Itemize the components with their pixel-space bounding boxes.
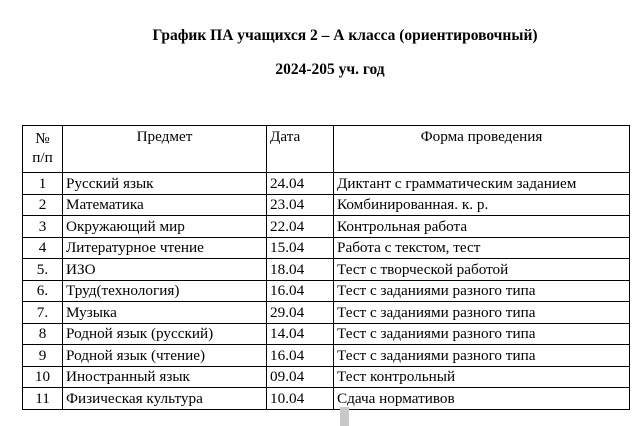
row-date: 15.04 [267, 237, 334, 259]
row-date: 16.04 [267, 280, 334, 302]
schedule-table [22, 125, 630, 410]
row-form: Тест с творческой работой [334, 259, 630, 281]
row-subject: Труд(технология) [63, 280, 267, 302]
row-form: Тест с заданиями разного типа [334, 302, 630, 324]
table-row [23, 280, 630, 302]
row-subject: Окружающий мир [63, 216, 267, 238]
row-form: Комбинированная. к. р. [334, 194, 630, 216]
row-subject: Математика [63, 194, 267, 216]
table-row [23, 259, 630, 281]
row-subject: Физическая культура [63, 388, 267, 410]
row-form: Сдача нормативов [334, 388, 630, 410]
row-subject: Литературное чтение [63, 237, 267, 259]
table-row [23, 323, 630, 345]
header-date: Дата [267, 126, 334, 173]
row-date: 14.04 [267, 323, 334, 345]
table-row [23, 237, 630, 259]
row-number: 9 [23, 345, 63, 367]
row-date: 22.04 [267, 216, 334, 238]
table-row [23, 388, 630, 410]
row-number: 1 [23, 173, 63, 195]
row-form: Работа с текстом, тест [334, 237, 630, 259]
row-subject: Родной язык (чтение) [63, 345, 267, 367]
row-number: 5. [23, 259, 63, 281]
row-number: 11 [23, 388, 63, 410]
header-number [23, 126, 63, 173]
row-date: 10.04 [267, 388, 334, 410]
row-number: 4 [23, 237, 63, 259]
row-number: 3 [23, 216, 63, 238]
header-subject: Предмет [63, 126, 267, 173]
row-form: Тест с заданиями разного типа [334, 345, 630, 367]
scrollbar-thumb[interactable] [340, 407, 349, 426]
row-subject: Иностранный язык [63, 366, 267, 388]
table-row [23, 345, 630, 367]
table-row [23, 366, 630, 388]
table-header-row [23, 126, 630, 173]
row-subject: Родной язык (русский) [63, 323, 267, 345]
row-date: 23.04 [267, 194, 334, 216]
row-number: 2 [23, 194, 63, 216]
row-date: 18.04 [267, 259, 334, 281]
row-form: Тест с заданиями разного типа [334, 280, 630, 302]
table-row [23, 216, 630, 238]
table-row [23, 302, 630, 324]
row-subject: Музыка [63, 302, 267, 324]
row-number: 7. [23, 302, 63, 324]
row-form: Тест контрольный [334, 366, 630, 388]
header-number-line2: п/п [32, 149, 53, 166]
table-row [23, 173, 630, 195]
row-date: 29.04 [267, 302, 334, 324]
document-title: График ПА учащихся 2 – А класса (ориентировочный) [152, 27, 538, 44]
row-form: Диктант с грамматическим заданием [334, 173, 630, 195]
table-row [23, 194, 630, 216]
header-number-line1: № [35, 130, 50, 147]
row-number: 6. [23, 280, 63, 302]
row-date: 09.04 [267, 366, 334, 388]
header-form: Форма проведения [334, 126, 630, 173]
row-number: 10 [23, 366, 63, 388]
row-subject: ИЗО [63, 259, 267, 281]
row-number: 8 [23, 323, 63, 345]
row-date: 16.04 [267, 345, 334, 367]
school-year: 2024-205 уч. год [275, 61, 385, 78]
row-form: Тест с заданиями разного типа [334, 323, 630, 345]
row-date: 24.04 [267, 173, 334, 195]
row-subject: Русский язык [63, 173, 267, 195]
row-form: Контрольная работа [334, 216, 630, 238]
